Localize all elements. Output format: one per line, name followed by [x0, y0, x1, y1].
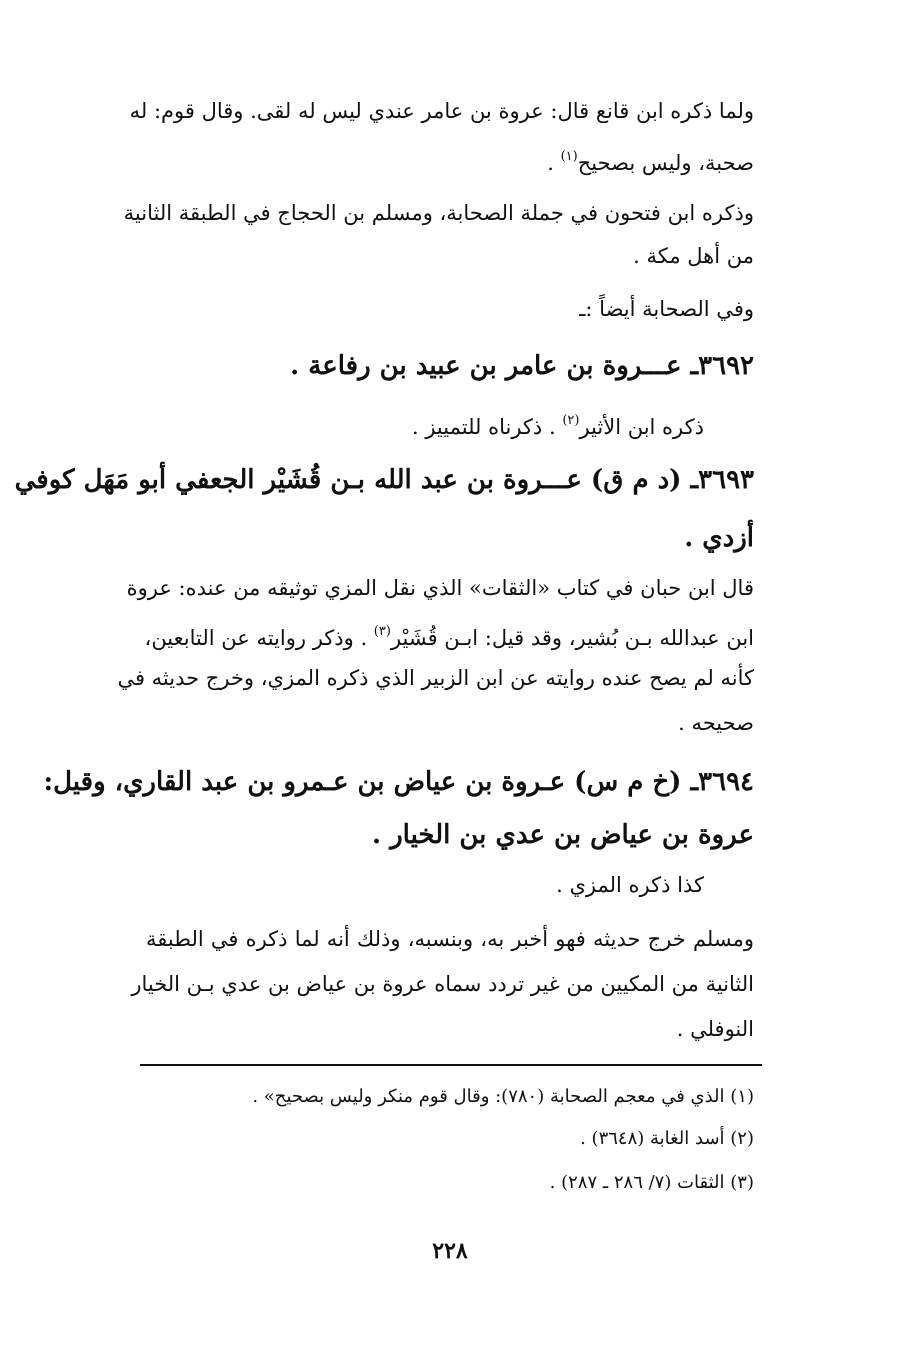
paragraph-line: النوفلي . [676, 1017, 754, 1041]
paragraph-text: ابن عبدالله بـن بُشير، وقد قيل: ابـن قُشَيْر [390, 626, 754, 650]
paragraph-text: . [547, 151, 561, 175]
paragraph-line [146, 406, 704, 442]
footnote-marker: (٣) [373, 624, 391, 639]
footnote-separator [140, 1064, 762, 1066]
footnote-1: (١) الذي في معجم الصحابة (٧٨٠): وقال قوم منكر وليس بصحيح» . [252, 1086, 754, 1107]
paragraph-line: وذكره ابن فتحون في جملة الصحابة، ومسلم بن الحجاج في الطبقة الثانية [123, 201, 754, 225]
paragraph-line: ومسلم خرج حديثه فهو أخبر به، وبنسبه، وذلك أنه لما ذكره في الطبقة [146, 927, 754, 951]
entry-heading-3693-cont: أزدي . [684, 523, 754, 553]
entry-heading-3694: ٣٦٩٤ـ (خ م س) عـروة بن عياض بن عـمرو بن عبد القاري، وقيل: [43, 767, 754, 797]
paragraph-text: ذكره ابن الأثير [579, 415, 704, 439]
paragraph-text: صحبة، وليس بصحيح [577, 151, 754, 175]
entry-heading-3693: ٣٦٩٣ـ (د م ق) عـــروة بن عبد الله بـن قُشَيْر الجعفي أبو مَهَل كوفي [14, 465, 754, 495]
paragraph-line: كذا ذكره المزي . [556, 873, 704, 897]
paragraph-line [146, 142, 754, 178]
footnote-2: (٢) أسد الغابة (٣٦٤٨) . [580, 1128, 754, 1149]
paragraph-text: . ذكرناه للتمييز . [411, 415, 563, 439]
entry-heading-3694-cont: عروة بن عياض بن عدي بن الخيار . [371, 820, 754, 850]
page-number: ٢٢٨ [432, 1238, 468, 1264]
paragraph-line: صحيحه . [678, 711, 754, 735]
entry-heading-3692: ٣٦٩٢ـ عـــروة بن عامر بن عبيد بن رفاعة . [290, 351, 754, 381]
paragraph-line: كأنه لم يصح عنده روايته عن ابن الزبير الذي ذكره المزي، وخرج حديثه في [117, 666, 754, 690]
footnote-marker: (١) [560, 149, 578, 164]
paragraph-line: الثانية من المكيين من غير تردد سماه عروة بن عياض بن عدي بـن الخيار [131, 972, 754, 996]
footnote-marker: (٢) [562, 413, 580, 428]
paragraph-text: . وذكر روايته عن التابعين، [144, 626, 374, 650]
paragraph-line: من أهل مكة . [633, 244, 754, 268]
paragraph-line: ولما ذكره ابن قانع قال: عروة بن عامر عندي ليس له لقى. وقال قوم: له [129, 99, 754, 123]
paragraph-line: قال ابن حبان في كتاب «الثقات» الذي نقل المزي توثيقه من عنده: عروة [126, 576, 754, 600]
paragraph-line: وفي الصحابة أيضاً :ـ [579, 297, 754, 321]
paragraph-line [146, 617, 754, 653]
footnote-3: (٣) الثقات (٧/ ٢٨٦ ـ ٢٨٧) . [549, 1172, 754, 1193]
